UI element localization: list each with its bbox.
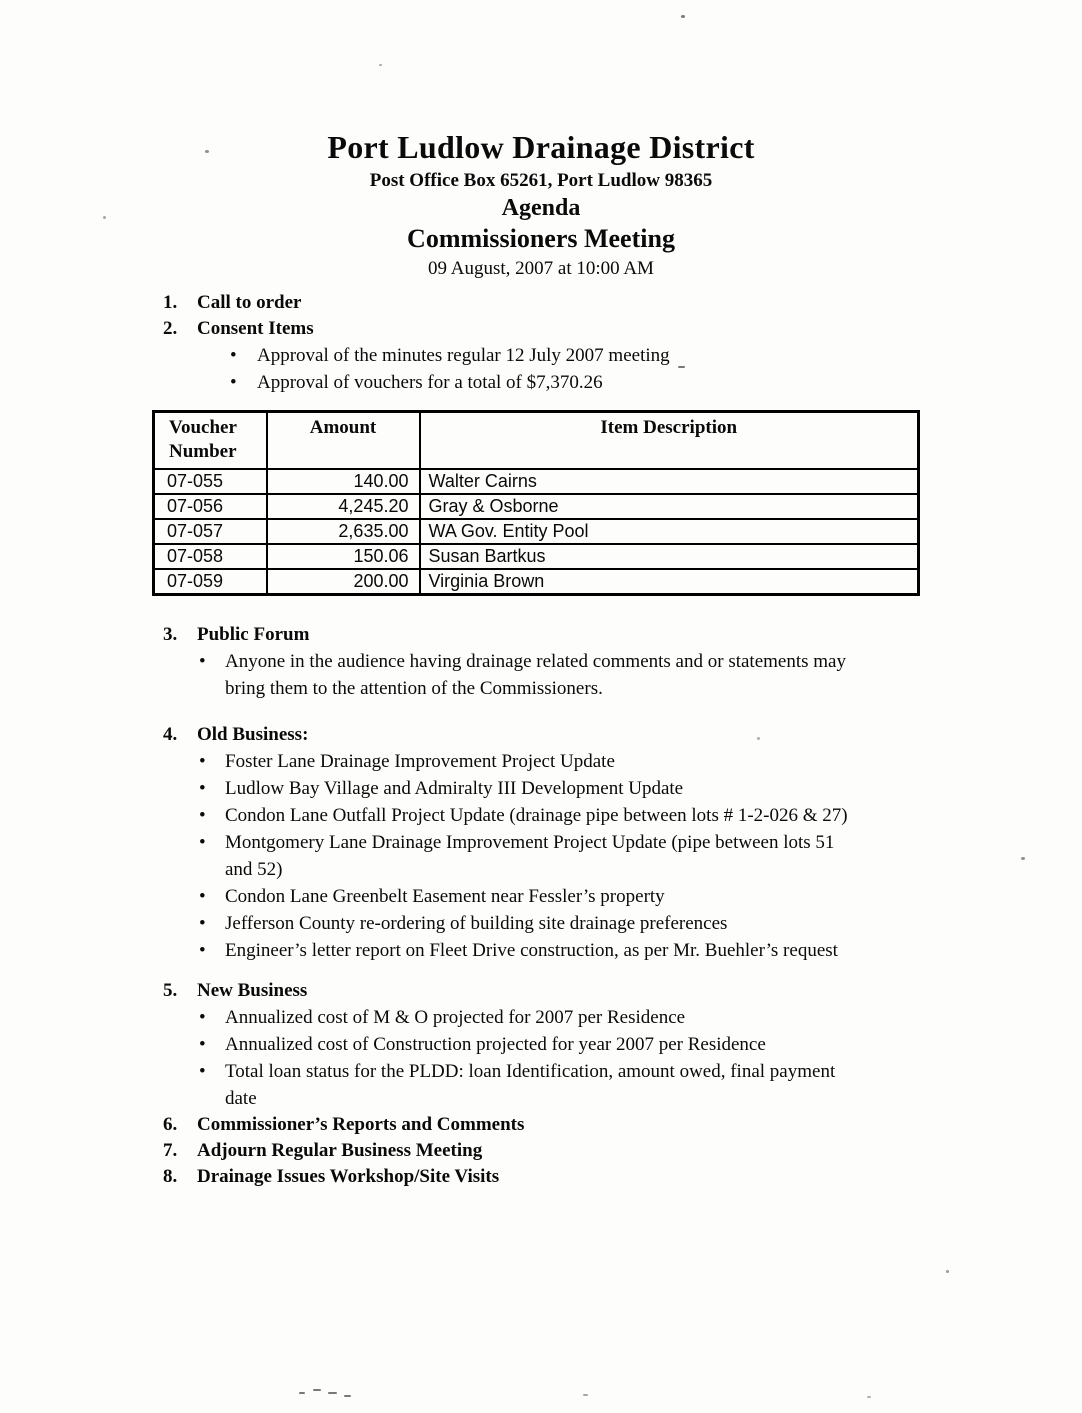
item-description-cell: Gray & Osborne (420, 494, 919, 519)
agenda-bullet (199, 937, 942, 964)
table-row (154, 519, 919, 544)
scan-artifact (867, 1396, 871, 1398)
column-header-amount: Amount (267, 412, 420, 470)
bullet-icon: • (199, 832, 206, 853)
bullet-line: Montgomery Lane Drainage Improvement Project Update (pipe between lots 51 (225, 832, 835, 853)
bullet-icon: • (230, 372, 237, 393)
bullet-text (257, 369, 603, 396)
amount-cell: 140.00 (267, 469, 420, 494)
bullet-icon: • (199, 886, 206, 907)
item-description-cell: Virginia Brown (420, 569, 919, 595)
bullet-line: and 52) (225, 859, 283, 880)
agenda-bullet (199, 829, 942, 883)
item-title: New Business (197, 980, 308, 1001)
agenda-bullet (199, 648, 942, 702)
agenda-item-7 (163, 1138, 1082, 1164)
agenda-item-1 (163, 290, 1082, 316)
bullet-line: Annualized cost of M & O projected for 2007 per Residence (225, 1007, 686, 1028)
item-description-cell: WA Gov. Entity Pool (420, 519, 919, 544)
amount-cell: 4,245.20 (267, 494, 420, 519)
document-title: Port Ludlow Drainage District (327, 129, 755, 165)
item-description-cell: Susan Bartkus (420, 544, 919, 569)
agenda-bullet (199, 883, 942, 910)
bullet-icon: • (199, 805, 206, 826)
meeting-title: Commissioners Meeting (407, 224, 675, 253)
bullet-line: Anyone in the audience having drainage related comments and or statements may (225, 651, 846, 672)
bullet-icon: • (230, 345, 237, 366)
bullet-text (225, 748, 615, 775)
bullet-icon: • (199, 751, 206, 772)
bullet-line: Jefferson County re-ordering of building site drainage preferences (225, 913, 728, 934)
item-number: 1. (163, 292, 178, 313)
bullet-text (225, 1031, 766, 1058)
agenda-item-6 (163, 1112, 1082, 1138)
column-header-item-description: Item Description (420, 412, 919, 470)
bullet-icon: • (199, 778, 206, 799)
scan-artifact (681, 15, 685, 18)
agenda-item-3 (163, 622, 1082, 648)
amount-cell: 200.00 (267, 569, 420, 595)
bullet-line: Ludlow Bay Village and Admiralty III Development Update (225, 778, 684, 799)
bullet-text (225, 1004, 685, 1031)
bullet-text (225, 648, 846, 702)
agenda-list (0, 290, 1082, 1190)
bullet-line: Condon Lane Greenbelt Easement near Fessler’s property (225, 886, 665, 907)
item-title: Commissioner’s Reports and Comments (197, 1114, 525, 1135)
agenda-bullet (199, 775, 942, 802)
scan-artifact (678, 366, 685, 368)
table-row (154, 469, 919, 494)
item-description-cell: Walter Cairns (420, 469, 919, 494)
bullet-icon: • (199, 940, 206, 961)
document-header (0, 0, 1082, 282)
document-address: Post Office Box 65261, Port Ludlow 98365 (369, 170, 713, 191)
bullet-line: Condon Lane Outfall Project Update (drainage pipe between lots # 1-2-026 & 27) (225, 805, 848, 826)
table-row (154, 569, 919, 595)
amount-cell: 150.06 (267, 544, 420, 569)
document-type-label: Agenda (501, 195, 581, 221)
bullet-text (225, 910, 727, 937)
bullet-line: date (225, 1088, 257, 1109)
agenda-bullet (199, 910, 942, 937)
scan-artifact (103, 216, 106, 219)
meeting-datetime: 09 August, 2007 at 10:00 AM (428, 258, 654, 279)
scan-artifact (1021, 857, 1025, 860)
item-title: Public Forum (197, 624, 310, 645)
voucher-table-header-row (154, 412, 919, 470)
item-number: 6. (163, 1114, 178, 1135)
item-number: 8. (163, 1166, 178, 1187)
bullet-line: Engineer’s letter report on Fleet Drive construction, as per Mr. Buehler’s request (225, 940, 838, 961)
agenda-bullet (199, 1031, 942, 1058)
agenda-item-8 (163, 1164, 1082, 1190)
amount-cell: 2,635.00 (267, 519, 420, 544)
voucher-number-cell: 07-059 (154, 569, 267, 595)
agenda-bullet (230, 369, 962, 396)
bullet-icon: • (199, 1007, 206, 1028)
scan-artifact (946, 1270, 949, 1273)
item-title: Call to order (197, 292, 302, 313)
bullet-line: bring them to the attention of the Commissioners. (225, 678, 603, 699)
bullet-text (225, 1058, 835, 1112)
bullet-line: Annualized cost of Construction projected for year 2007 per Residence (225, 1034, 766, 1055)
agenda-item-4 (163, 722, 1082, 748)
bullet-text (225, 883, 665, 910)
voucher-number-cell: 07-056 (154, 494, 267, 519)
table-row (154, 494, 919, 519)
item-title: Drainage Issues Workshop/Site Visits (197, 1166, 500, 1187)
item-title: Consent Items (197, 318, 314, 339)
scan-artifact (379, 64, 382, 66)
voucher-number-cell: 07-058 (154, 544, 267, 569)
bullet-text (225, 829, 834, 883)
bullet-icon: • (199, 1034, 206, 1055)
agenda-bullet (199, 1058, 942, 1112)
scan-artifact (344, 1395, 351, 1397)
agenda-bullet (230, 342, 962, 369)
scan-artifact (583, 1394, 588, 1396)
item-number: 7. (163, 1140, 178, 1161)
bullet-line: Approval of vouchers for a total of $7,370.26 (257, 372, 603, 393)
scan-artifact (299, 1392, 305, 1394)
agenda-bullet (199, 802, 942, 829)
item-number: 5. (163, 980, 178, 1001)
bullet-line: Foster Lane Drainage Improvement Project Update (225, 751, 615, 772)
item-title: Adjourn Regular Business Meeting (197, 1140, 483, 1161)
bullet-line: Approval of the minutes regular 12 July 2007 meeting (257, 345, 670, 366)
item-number: 4. (163, 724, 178, 745)
scan-artifact (205, 150, 209, 153)
bullet-text (225, 802, 848, 829)
bullet-line: Total loan status for the PLDD: loan Identification, amount owed, final payment (225, 1061, 836, 1082)
voucher-number-cell: 07-057 (154, 519, 267, 544)
item-number: 2. (163, 318, 178, 339)
bullet-text (225, 937, 838, 964)
table-row (154, 544, 919, 569)
scan-artifact (313, 1389, 321, 1391)
scan-artifact (757, 737, 760, 740)
agenda-bullet (199, 1004, 942, 1031)
scan-artifact (328, 1392, 337, 1394)
item-title: Old Business: (197, 724, 309, 745)
bullet-icon: • (199, 913, 206, 934)
voucher-number-cell: 07-055 (154, 469, 267, 494)
bullet-icon: • (199, 651, 206, 672)
bullet-icon: • (199, 1061, 206, 1082)
voucher-table (152, 410, 920, 596)
agenda-item-2 (163, 316, 1082, 342)
bullet-text (225, 775, 683, 802)
column-header-voucher-number: Voucher Number (154, 412, 267, 470)
item-number: 3. (163, 624, 178, 645)
bullet-text (257, 342, 670, 369)
agenda-bullet (199, 748, 942, 775)
agenda-item-5 (163, 978, 1082, 1004)
